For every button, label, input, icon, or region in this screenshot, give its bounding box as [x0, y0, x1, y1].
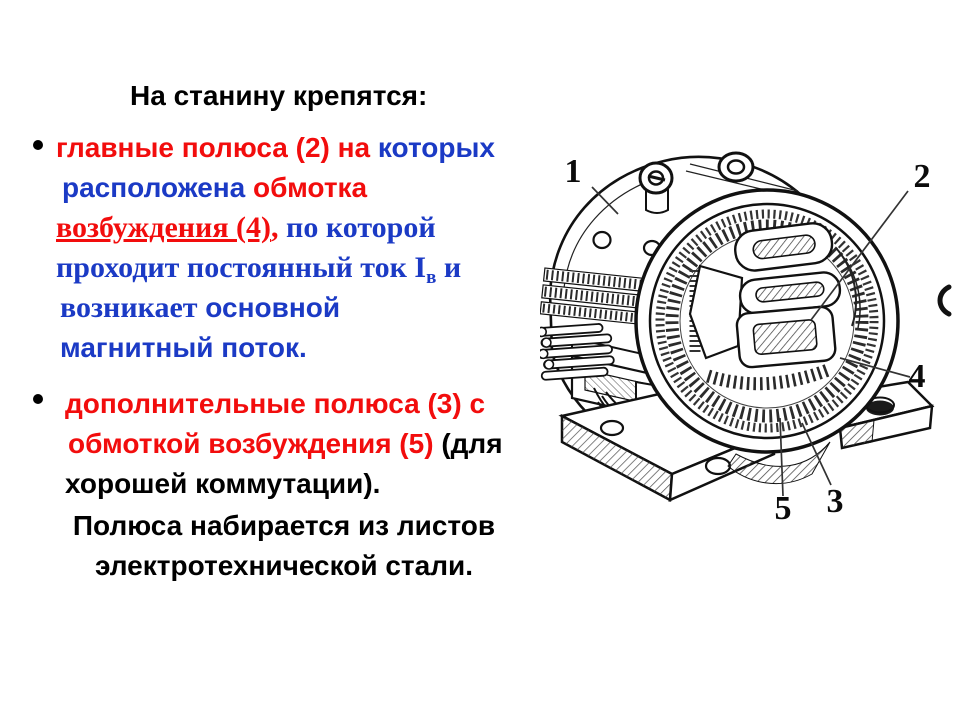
bullet-2-line-2: обмоткой возбуждения (5) (для — [68, 428, 503, 459]
edge-mark — [940, 287, 949, 314]
body-hole — [594, 232, 611, 248]
bullet-2-line-1: дополнительные полюса (3) с — [65, 388, 486, 419]
slide-title: На станину крепятся: — [130, 80, 428, 111]
figure-label-4: 4 — [908, 358, 926, 395]
motor-stator-figure — [540, 130, 960, 560]
bullet-marker — [33, 140, 43, 150]
closing-line-1: Полюса набирается из листов — [72, 510, 496, 541]
foot-hole — [706, 458, 730, 474]
closing-text — [28, 506, 540, 586]
bullet-1-text — [56, 128, 556, 368]
lifting-eye — [719, 153, 753, 181]
bullet-1-line-6: магнитный поток. — [60, 332, 307, 363]
bullet-1-line-4: проходит постоянный ток $I_в$ и — [56, 251, 462, 288]
bullet-1-line-1: главные полюса (2) на которых — [56, 132, 495, 163]
bullet-2-line-3: хорошей коммутации). — [65, 468, 381, 499]
bullet-1-line-3: возбуждения (4), по которой — [56, 211, 436, 244]
figure-label-3: 3 — [826, 483, 844, 520]
bullet-1-line-5: возникает основной — [60, 291, 341, 324]
pole-coil-center — [736, 306, 836, 368]
figure-label-5: 5 — [774, 490, 792, 527]
bullet-1-line-2: расположена обмотка — [62, 172, 368, 203]
foot-hole — [601, 421, 623, 435]
bullet-marker — [33, 394, 43, 404]
figure-label-2: 2 — [913, 158, 931, 195]
closing-line-2: электротехнической стали. — [94, 550, 473, 581]
bullet-2-text — [56, 384, 556, 504]
figure-label-1: 1 — [564, 153, 582, 190]
